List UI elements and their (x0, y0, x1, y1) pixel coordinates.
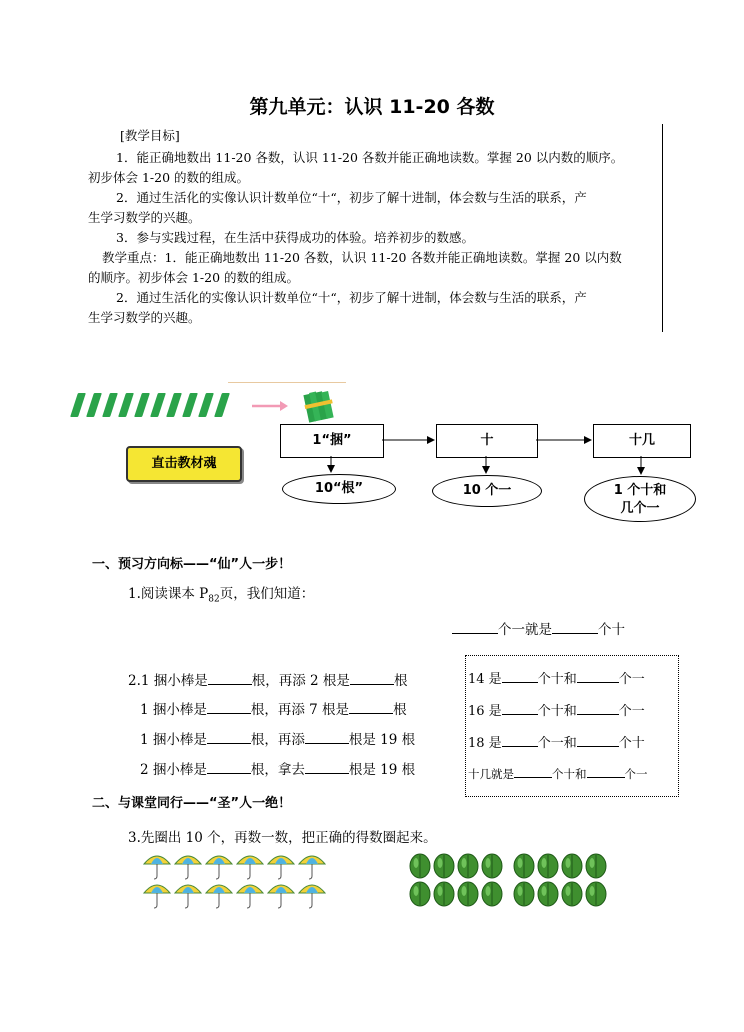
fill-sentence: 个一就是 个十 (452, 618, 625, 638)
objective-line: 2．通过生活化的实像认识计数单位“十“，初步了解十进制，体会数与生活的联系，产 (116, 190, 587, 205)
key-point-line: 2．通过生活化的实像认识计数单位“十“，初步了解十进制，体会数与生活的联系，产 (116, 290, 587, 305)
textbook-button[interactable]: 直击教材魂 (126, 446, 242, 482)
answer-blank[interactable] (577, 745, 619, 747)
answer-blank[interactable] (207, 772, 251, 774)
answer-blank[interactable] (502, 681, 538, 683)
umbrella-icon (206, 856, 232, 879)
pepper-icon (458, 882, 478, 906)
answer-blank[interactable] (350, 683, 394, 685)
composition-row: 14 是 个十和 个一 (468, 672, 645, 687)
pepper-icon (434, 854, 454, 878)
umbrella-icon (299, 885, 325, 908)
question-3: 3.先圈出 10 个，再数一数，把正确的得数圈起来。 (128, 830, 437, 846)
answer-blank[interactable] (305, 772, 349, 774)
objective-line: 1．能正确地数出 11-20 各数，认识 11-20 各数并能正确地读数。掌握 20 以内数的顺序。 (116, 150, 624, 165)
objectives-heading: [教学目标] (120, 128, 180, 143)
key-point-line: 教学重点：1．能正确地数出 11-20 各数，认识 11-20 各数并能正确地读数。掌握 20 以内数 (102, 250, 622, 265)
umbrella-icon (237, 885, 263, 908)
objective-line: 生学习数学的兴趣。 (88, 210, 201, 225)
pepper-icon (434, 882, 454, 906)
flow-oval-teens (584, 476, 696, 522)
umbrella-icon (299, 856, 325, 879)
peppers-image (408, 852, 608, 910)
pepper-icon (514, 854, 534, 878)
objectives-box (88, 124, 663, 332)
oval-line: 1 个十和 (613, 483, 667, 498)
pepper-icon (482, 882, 502, 906)
pepper-icon (514, 882, 534, 906)
question-2-row: 1 捆小棒是 根，再添 根是 19 根 (140, 732, 416, 748)
stick-bundle-icon (300, 388, 340, 424)
flow-box-bundle: 1“捆” (280, 424, 384, 458)
answer-blank[interactable] (208, 683, 252, 685)
umbrella-icon (175, 856, 201, 879)
answer-blank[interactable] (502, 713, 538, 715)
pepper-icon (538, 882, 558, 906)
key-point-line: 生学习数学的兴趣。 (88, 310, 201, 325)
answer-blank[interactable] (207, 742, 251, 744)
answer-blank[interactable] (305, 742, 349, 744)
oval-line: 几个一 (620, 501, 660, 516)
flow-oval-sticks: 10“根” (282, 474, 396, 504)
pepper-icon (410, 854, 430, 878)
umbrella-icon (268, 856, 294, 879)
question-2-row: 1 捆小棒是 根，再添 7 根是 根 (140, 702, 407, 718)
umbrellas-image (140, 850, 340, 912)
pink-arrow-icon (250, 398, 290, 414)
answer-blank[interactable] (207, 712, 251, 714)
answer-blank[interactable] (552, 632, 598, 634)
pepper-icon (586, 854, 606, 878)
decor-line (228, 382, 346, 383)
pepper-icon (410, 882, 430, 906)
answer-blank[interactable] (349, 712, 393, 714)
objective-line: 初步体会 1-20 的数的组成。 (88, 170, 250, 185)
composition-box (465, 655, 679, 797)
pepper-icon (482, 854, 502, 878)
pepper-icon (562, 882, 582, 906)
pepper-icon (458, 854, 478, 878)
page-title: 第九单元：认识 11-20 各数 (249, 96, 495, 118)
umbrella-icon (144, 856, 170, 879)
pepper-icon (562, 854, 582, 878)
question-2-row: 2.1 捆小棒是 根，再添 2 根是 根 (128, 673, 408, 689)
answer-blank[interactable] (587, 776, 625, 778)
question-1: 1.阅读课本 $P_{82}$页，我们知道： (128, 586, 315, 605)
answer-blank[interactable] (514, 776, 552, 778)
umbrella-icon (237, 856, 263, 879)
composition-row: 16 是 个十和 个一 (468, 704, 645, 719)
answer-blank[interactable] (452, 632, 498, 634)
question-2-row: 2 捆小棒是 根，拿去 根是 19 根 (140, 762, 416, 778)
composition-row: 十几就是 个十和 个一 (468, 767, 648, 781)
flow-oval-tens: 10 个一 (432, 475, 542, 507)
flow-box-ten: 十 (436, 424, 538, 458)
umbrella-icon (175, 885, 201, 908)
umbrella-icon (206, 885, 232, 908)
section2-heading: 二、与课堂同行——“圣”人一绝！ (92, 796, 292, 811)
umbrella-icon (144, 885, 170, 908)
answer-blank[interactable] (502, 745, 538, 747)
section1-heading: 一、预习方向标——“仙”人一步！ (92, 557, 292, 572)
umbrella-icon (268, 885, 294, 908)
composition-row: 18 是 个一和 个十 (468, 736, 645, 751)
pepper-icon (586, 882, 606, 906)
answer-blank[interactable] (577, 681, 619, 683)
objective-line: 3．参与实践过程，在生活中获得成功的体验。培养初步的数感。 (116, 230, 474, 245)
answer-blank[interactable] (577, 713, 619, 715)
pepper-icon (538, 854, 558, 878)
key-point-line: 的顺序。初步体会 1-20 的数的组成。 (88, 270, 300, 285)
flow-box-teens: 十几 (593, 424, 691, 458)
